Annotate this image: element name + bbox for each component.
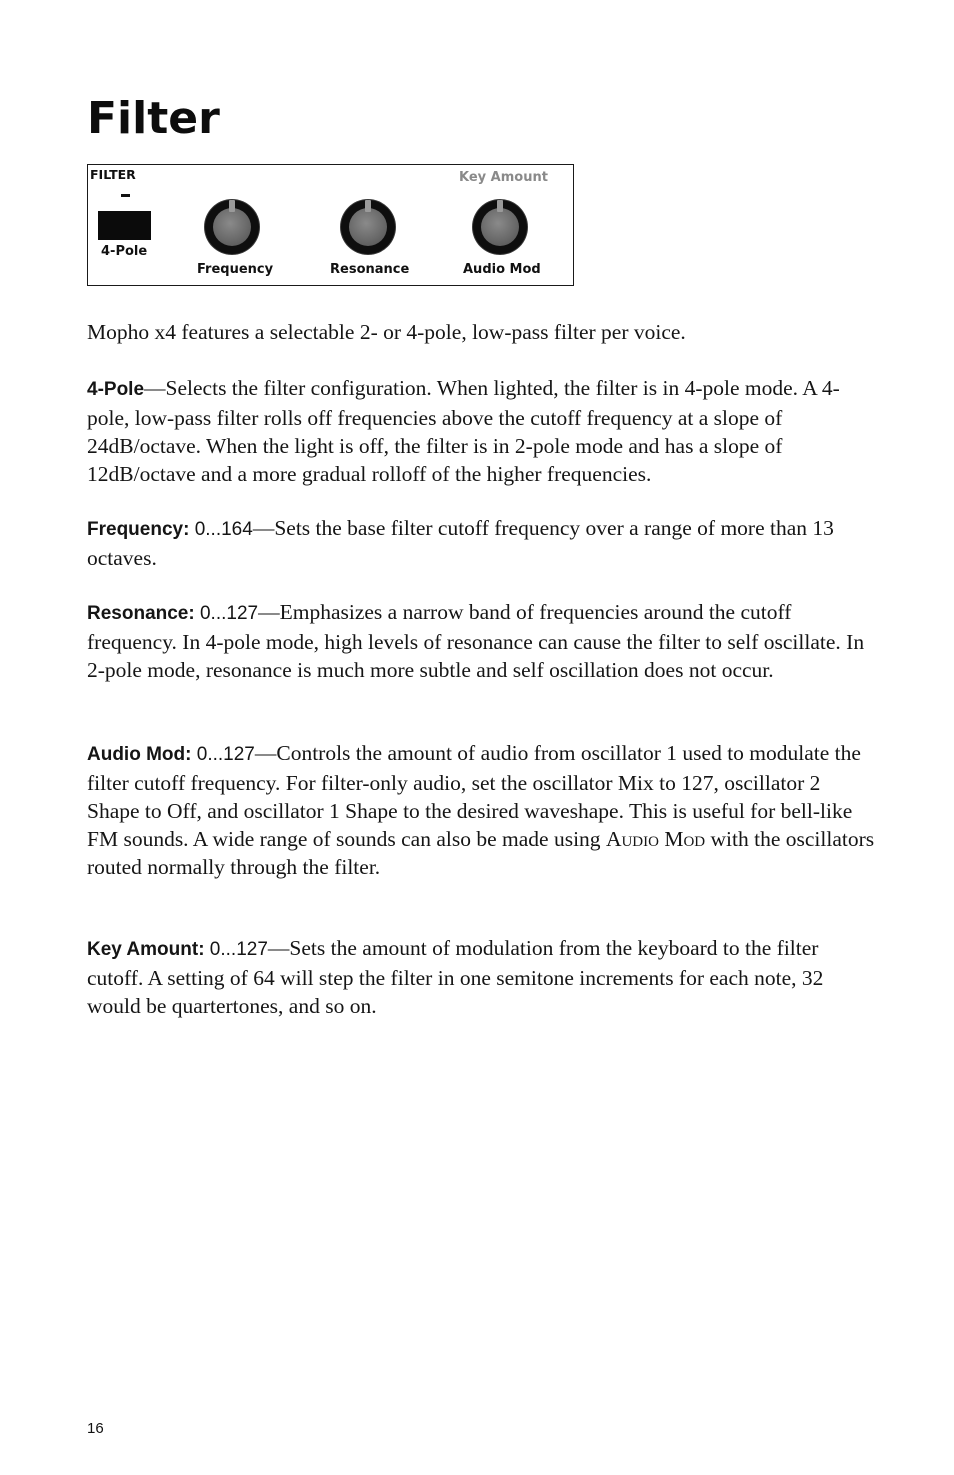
param-term: 4-Pole xyxy=(87,379,145,400)
param-range: 0...127 xyxy=(204,939,268,960)
four-pole-button-label: 4-Pole xyxy=(101,244,148,259)
panel-section-label: FILTER xyxy=(90,167,136,182)
page-title: Filter xyxy=(87,93,220,144)
param-description: —Sets the base filter cutoff frequency over a range of more than 13 octaves. xyxy=(87,516,834,570)
key-amount-label: Key Amount xyxy=(459,170,548,185)
param-term: Key Amount: xyxy=(87,939,205,960)
param-description-tail: with the oscillators routed normally through the filter. xyxy=(87,827,875,879)
resonance-knob-label: Resonance xyxy=(330,262,410,277)
param-frequency xyxy=(87,514,877,572)
resonance-knob xyxy=(341,200,395,254)
intro-paragraph: Mopho x4 features a selectable 2- or 4-pole, low-pass filter per voice. xyxy=(87,320,686,344)
param-description: —Emphasizes a narrow band of frequencies around the cutoff frequency. In 4-pole mode, high levels of resonance can cause the filter to self oscillate. In 2-pole mode, resonance is much more subtle and self oscillation does not occur. xyxy=(87,600,865,682)
frequency-knob xyxy=(205,200,259,254)
filter-panel-illustration xyxy=(87,164,574,286)
param-range: 0...127 xyxy=(191,744,255,765)
four-pole-button xyxy=(98,211,151,240)
param-description: —Controls the amount of audio from oscillator 1 used to modulate the filter cutoff frequency. For filter-only audio, set the oscillator Mix to 127, oscillator 2 Shape to Off, and oscillator 1 Shape to the desired waveshape. This is useful for bell-like FM sounds. A wide range of sounds can also be made using xyxy=(87,741,861,851)
param-term: Audio Mod: xyxy=(87,744,192,765)
audio-mod-smallcaps: Audio Mod xyxy=(605,827,706,851)
param-four-pole xyxy=(87,374,877,488)
pole-led-indicator xyxy=(121,194,130,197)
frequency-knob-label: Frequency xyxy=(197,262,274,277)
param-term: Frequency: xyxy=(87,519,190,540)
param-range: 0...164 xyxy=(189,519,253,540)
param-description: —Selects the filter configuration. When lighted, the filter is in 4-pole mode. A 4-pole, low-pass filter rolls off frequencies above the cutoff frequency at a slope of 24dB/octave. When the light is off, the filter is in 2-pole mode and has a slope of 12dB/octave and a more gradual rolloff of the higher frequencies. xyxy=(87,376,840,486)
param-range: 0...127 xyxy=(194,603,259,624)
param-resonance xyxy=(87,598,877,684)
param-description: —Sets the amount of modulation from the keyboard to the filter cutoff. A setting of 64 will step the filter in one semitone increments for each note, 32 would be quartertones, and so on. xyxy=(87,936,824,1018)
param-audio-mod xyxy=(87,739,877,881)
param-term: Resonance: xyxy=(87,603,195,624)
page-number: 16 xyxy=(87,1420,104,1437)
audio-mod-knob-label: Audio Mod xyxy=(463,262,541,277)
param-key-amount xyxy=(87,934,877,1020)
audio-mod-knob xyxy=(473,200,527,254)
